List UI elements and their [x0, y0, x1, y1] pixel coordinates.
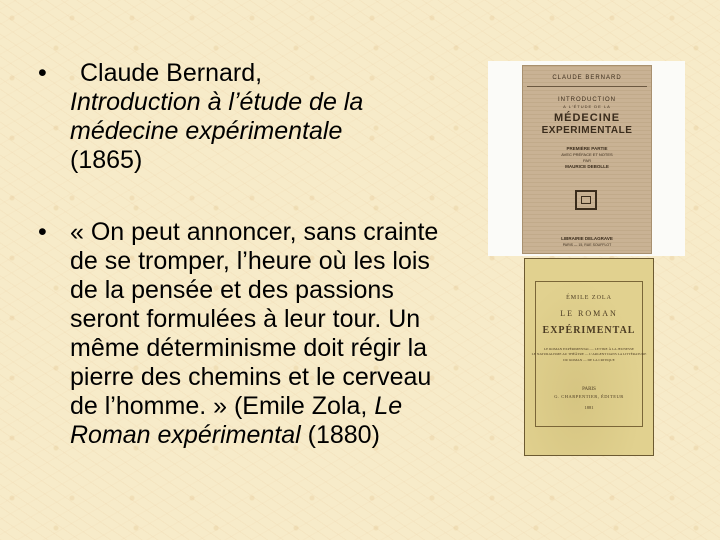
publisher-emblem-icon [575, 190, 597, 210]
cover-line1: INTRODUCTION [558, 97, 616, 103]
book-title: Introduction à l’étude de la médecine expérimentale [70, 88, 364, 145]
cover-par: PAR [583, 158, 591, 163]
cover-publisher: G. CHARPENTIER, ÉDITEUR [554, 394, 624, 399]
bernard-book-cover-image [488, 61, 685, 256]
cover-city: PARIS [582, 387, 596, 392]
bullet-zola-quote [38, 218, 460, 450]
attribution-prefix: (Emile Zola, [233, 392, 368, 420]
book-year: (1865) [70, 146, 143, 174]
zola-quote: « On peut annoncer, sans crainte de se tromper, l’heure où les lois de la pensée et des passions seront formulées à leur tour. Un même déterminisme doit régir la pierre des chemins et le cerveau de l’homme. » [70, 218, 439, 420]
bullet-marker: • [38, 59, 47, 87]
cover-rule [527, 86, 647, 87]
cover-author: CLAUDE BERNARD [552, 75, 622, 81]
attribution-year: (1880) [307, 421, 380, 449]
cover-publisher: LIBRAIRIE DELAGRAVE [561, 236, 613, 241]
author-name: Claude Bernard, [80, 59, 263, 87]
cover-line4: EXPERIMENTALE [541, 125, 633, 136]
cover-avec: AVEC PRÉFACE ET NOTES [561, 152, 613, 157]
cover-author: ÉMILE ZOLA [566, 295, 612, 301]
bullet-bernard [38, 59, 470, 175]
cover-title-line1: LE ROMAN [560, 309, 618, 318]
cover-year: 1881 [584, 405, 594, 410]
cover-city: PARIS — 15, RUE SOUFFLOT [562, 243, 612, 247]
bullet-marker: • [38, 218, 47, 246]
zola-book-cover-image [524, 258, 654, 456]
cover-line2: A L’ÉTUDE DE LA [563, 104, 611, 109]
cover-line3: MÉDECINE [553, 112, 621, 124]
attribution-title: Le Roman expérimental [70, 392, 403, 449]
cover-contents-2: LE NATURALISME AU THÉÂTRE — L’ARGENT DANS LA LITTÉRATURE [531, 352, 647, 356]
cover-title-line2: EXPÉRIMENTAL [542, 325, 636, 336]
cover-editor: MAURICE DEBOLLE [565, 164, 609, 169]
cover-contents-1: LE ROMAN EXPÉRIMENTAL — LETTRE À LA JEUNESSE [543, 347, 635, 351]
cover-partie: PREMIÈRE PARTIE [566, 146, 608, 151]
cover-contents-3: DU ROMAN — DE LA CRITIQUE [563, 358, 615, 362]
book-cover [522, 65, 652, 254]
